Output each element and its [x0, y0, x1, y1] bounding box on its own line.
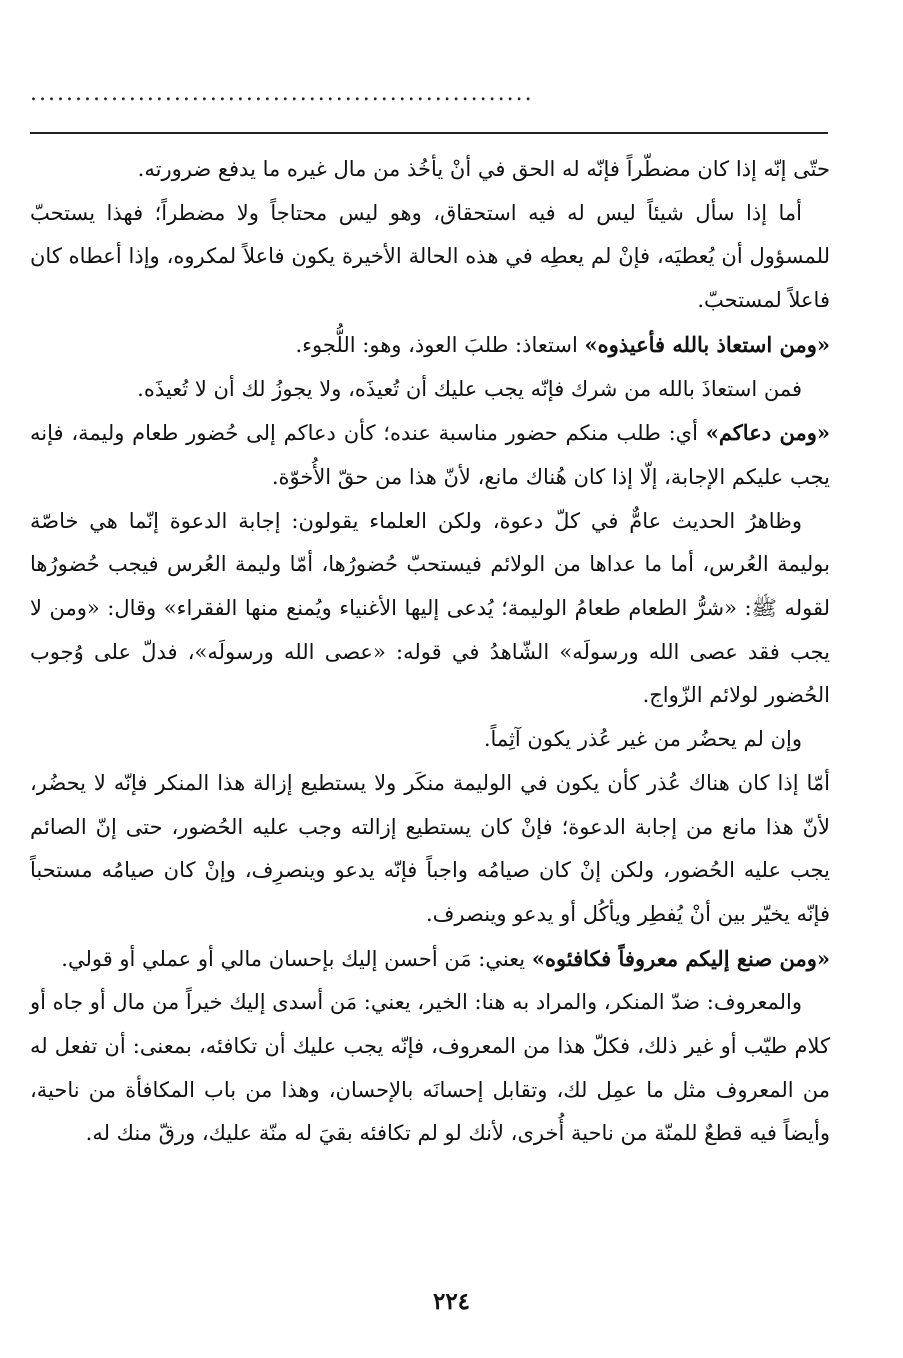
paragraph-text: وإن لم يحضُر من غير عُذر يكون آثِماً. [483, 727, 802, 752]
paragraph [30, 718, 830, 762]
paragraph-text: أما إذا سأل شيئاً ليس له فيه استحقاق، وهو ليس محتاجاً ولا مضطراً؛ فهذا يستحبّ للمسؤول أن يُعطيَه، فإنْ لم يعطِه في هذه الحالة الأخيرة يكون فاعلاً لمكروه، وإذا أعطاه كان فاعلاً لمستحبّ. [30, 200, 830, 313]
paragraph [30, 148, 830, 192]
paragraph [30, 323, 830, 368]
paragraph [30, 192, 830, 323]
paragraph [30, 981, 830, 1156]
paragraph-text: وظاهرُ الحديث عامٌّ في كلّ دعوة، ولكن العلماء يقولون: إجابة الدعوة إنّما هي خاصّة بوليمة العُرس، أما ما عداها من الولائم فيستحبّ حُضورُها، أمّا وليمة العُرس فيجب حُضورُها لقوله ﷺ: «شرُّ الطعام طعامُ الوليمة؛ يُدعى إليها الأغنياء ويُمنع منها الفقراء» وقال: «ومن لا يجب فقد عصى الله ورسولَه» الشّاهدُ في قوله: «عصى الله ورسولَه»، فدلّ على وُجوب الحُضور لولائم الزّواج. [30, 508, 830, 708]
hadith-quote: «ومن استعاذ بالله فأعيذوه» [584, 331, 830, 357]
paragraph-text: فمن استعاذَ بالله من شرك فإنّه يجب عليك أن تُعيذَه، ولا يجوزُ لك أن لا تُعيذَه. [137, 376, 802, 401]
paragraph-text: استعاذ: طلبَ العوذ، وهو: اللُّجوء. [295, 332, 585, 357]
paragraph [30, 937, 830, 982]
running-header-dots: ........................................................ [30, 84, 534, 104]
paragraph [30, 762, 830, 937]
hadith-quote: «ومن دعاكم» [705, 420, 830, 446]
paragraph-text: أي: طلب منكم حضور مناسبة عنده؛ كأن دعاكم إلى حُضور طعام وليمة، فإنه يجب عليكم الإجابة، إلّا إذا كان هُناك مانع، لأنّ هذا من حقّ الأُخوّة. [30, 421, 830, 489]
paragraph [30, 500, 830, 719]
paragraph-text: والمعروف: ضدّ المنكر، والمراد به هنا: الخير، يعني: مَن أسدى إليك خيراً من مال أو جاه أو كلام طيّب أو غير ذلك، فكلّ هذا من المعروف، فإنّه يجب عليك أن تكافئه، بمعنى: أن تفعل له من المعروف مثل ما عمِل لك، وتقابل إحسانَه بالإحسان، وهذا من باب المكافأة من ناحية، وأيضاً فيه قطعٌ للمنّة من ناحية أُخرى، لأنك لو لم تكافئه بقيَ له منّة عليك، ورقّ منك له. [30, 990, 830, 1146]
page-number: ٢٢٤ [432, 1288, 471, 1315]
hadith-quote: «ومن صنع إليكم معروفاً فكافئوه» [531, 945, 830, 971]
paragraph-text: يعني: مَن أحسن إليك بإحسان مالي أو عملي أو قولي. [61, 946, 532, 971]
header-rule [30, 132, 828, 134]
paragraph-text: حتّى إنّه إذا كان مضطّراً فإنّه له الحق في أنْ يأخُذ من مال غيره ما يدفع ضرورته. [137, 157, 830, 181]
page-body [30, 148, 830, 1156]
paragraph-text: أمّا إذا كان هناك عُذر كأن يكون في الوليمة منكَر ولا يستطيع إزالة هذا المنكر فإنّه لا يحضُر، لأنّ هذا مانع من إجابة الدعوة؛ فإنْ كان يستطيع إزالته وجب عليه الحُضور، حتى إنّ الصائم يجب عليه الحُضور، ولكن إنْ كان صيامُه واجباً فإنّه يدعو وينصرِف، وإنْ كان صيامُه مستحباً فإنّه يخيّر بين أنْ يُفطِر ويأكُل أو يدعو وينصرف. [30, 770, 830, 926]
paragraph [30, 368, 830, 412]
paragraph [30, 411, 830, 499]
